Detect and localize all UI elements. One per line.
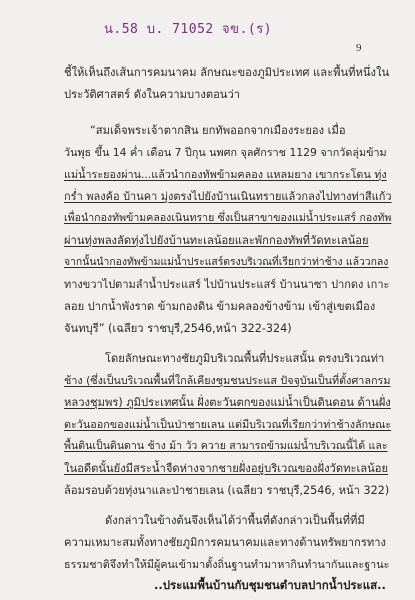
text-line: ความเหมาะสมทั้งทางชัยภูมิการคมนาคมและทางด้านทรัพยากรทาง <box>64 536 386 549</box>
quote-line: ทางขวาไปตามลำน้ำประแสร์ ไปบ้านประแสร์ บ้านนาซา ปากดง เกาะ <box>64 278 390 291</box>
quote-line: วันพุธ ขึ้น 14 ค่ำ เดือน 7 ปีกุน นพศก จุลศักราช 1129 จากวัดลุ่มข้าม <box>64 146 387 159</box>
quote-line: ผ่านทุ่งพลงลัดทุ่งไปยังบ้านทะเลน้อยและพักกองทัพที่วัดทะเลน้อย <box>64 234 369 247</box>
footer-title: ..ประแมพื้นบ้านกับชุมชนตำบลปากน้ำประแส.. <box>154 578 386 592</box>
text-line: ประวัติศาสตร์ ดังในความบางตอนว่า <box>64 88 241 101</box>
quote-line: เพื่อนำกองทัพข้ามคลองเนินทราย ซึ่งเป็นสาขาของแม่น้ำประแสร์ กองทัพ <box>64 212 392 224</box>
text-line: ดังกล่าวในข้างต้นจึงเห็นได้ว่าพื้นที่ดังกล่าวเป็นพื้นที่ที่มี <box>105 514 365 527</box>
quote-line: “สมเด็จพระเจ้าตากสิน ยกทัพออกจากเมืองระยอง เมื่อ <box>90 124 346 137</box>
text-line: หลวงชุมพร) ภูมิประเทศนั้น ฝั่งตะวันตกของแม่น้ำเป็นดินดอน ด้านฝั่ง <box>64 396 391 409</box>
page-number: 9 <box>356 42 362 54</box>
text-line: ตะวันออกของแม่น้ำเป็นป่าชายเลน แต่มีบริเวณที่เรียกว่าท่าช้างลักษณะ <box>64 418 392 431</box>
quote-line: กร่ำ พลงค้อ บ้านคา มุ่งตรงไปยังบ้านเนินทรายแล้วกลงไปทางท่าสีแก้ว <box>64 190 392 203</box>
text-line: พื้นดินเป็นดินดาน ช้าง ม้า วัว ควาย สามารถข้ามแม่น้ำบริเวณนี้ได้ และ <box>64 440 388 452</box>
quote-line: จันทบุรี” (เฉลียว ราชบุรี,2546,หน้า 322-324) <box>64 322 292 335</box>
text-line: ล้อมรอบด้วยทุ่งนาและป่าชายเลน (เฉลียว ราชบุรี,2546, หน้า 322) <box>64 484 390 497</box>
quote-line: จากนั้นนำกองทัพข้ามแม่น้ำประแสร์ตรงบริเวณที่เรียกว่าท่าช้าง แล้ววกลง <box>64 256 389 268</box>
quote-line: ลอย ปากน้ำพังราด ข้ามกองดิน ข้ามคลองข้างข้าม เข้าสู่เขตเมือง <box>64 300 376 313</box>
text-line: ช้าง (ซึ่งเป็นบริเวณพื้นที่ใกล้เคียงชุมชนประแส ปัจจุบันเป็นที่ตั้งศาลกรม <box>64 374 391 387</box>
archive-stamp: น.58 บ. 71052 จข.(ร) <box>104 22 273 37</box>
text-line: โดยลักษณะทางชัยภูมิบริเวณพื้นที่ประแสนั้น ตรงบริเวณท่า <box>105 352 385 365</box>
text-line: ในอดีตนั้นยังมีสระน้ำจืดห่างจากชายฝั่งอยู่บริเวณของฝั่งวัดทะเลน้อย <box>64 462 389 475</box>
quote-line: แม่น้ำระยองผ่าน...แล้วนำกองทัพข้ามคลอง แหลมยาง เขากระโดน ทุ่ง <box>64 168 387 181</box>
text-line: ธรรมชาติจึงทำให้มีผู้คนเข้ามาตั้งถิ่นฐานทำมาหากินทำนากันและฐานะ <box>64 558 390 571</box>
text-line: ชี้ให้เห็นถึงเส้นการคมนาคม ลักษณะของภูมิประเทศ และพื้นที่หนึ่งใน <box>64 66 390 79</box>
